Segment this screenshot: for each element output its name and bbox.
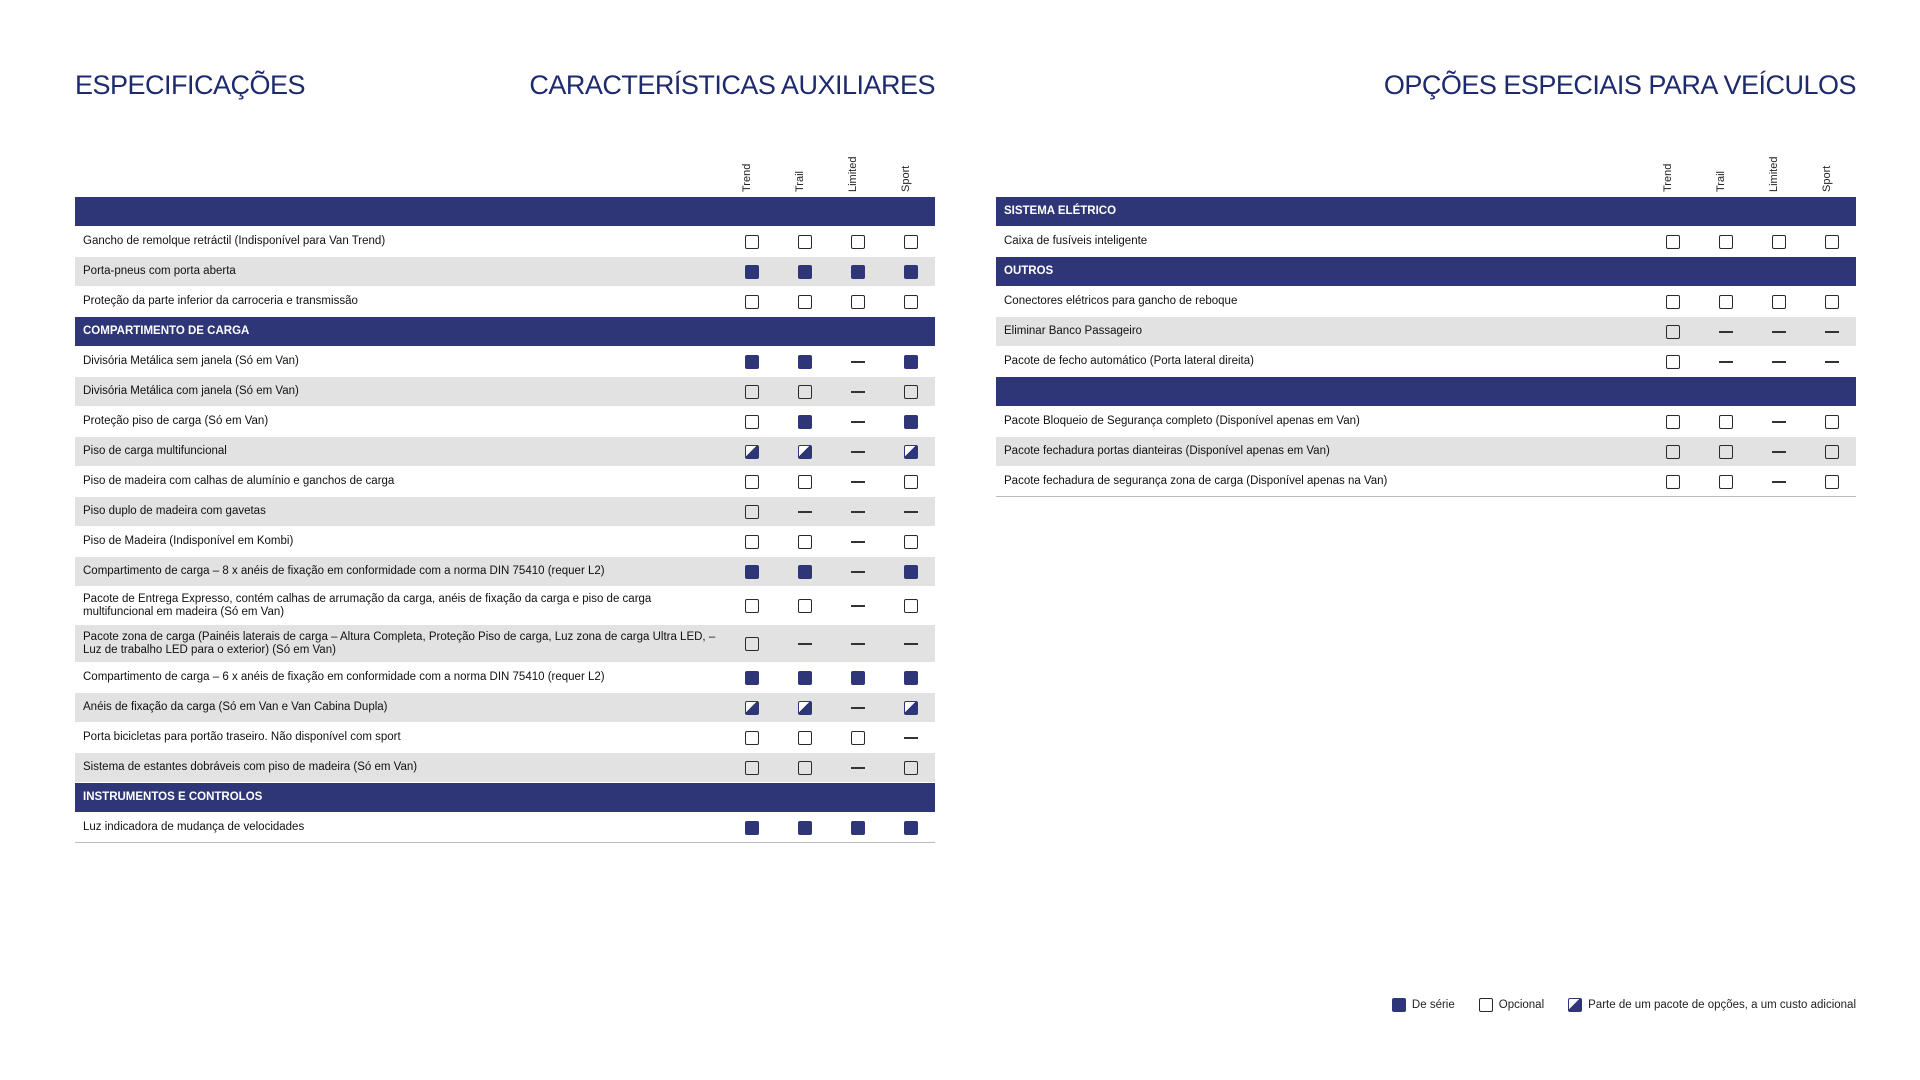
package-icon xyxy=(1568,998,1582,1012)
package-icon xyxy=(904,445,918,459)
optional-icon xyxy=(1666,415,1680,429)
row-label: Caixa de fusíveis inteligente xyxy=(1004,235,1148,247)
title-opcoes-especiais: OPÇÕES ESPECIAIS PARA VEÍCULOS xyxy=(1383,70,1856,100)
not-available-icon xyxy=(851,707,865,709)
row-label: Pacote de Entrega Expresso, contém calhas de arrumação da carga, anéis de fixação da carga e piso de carga multifuncional em madeira (Só em Van) xyxy=(83,592,652,618)
not-available-icon xyxy=(1719,331,1733,333)
standard-icon xyxy=(745,355,759,369)
optional-icon xyxy=(1825,445,1839,459)
optional-icon xyxy=(904,235,918,249)
col-trail: Trail xyxy=(1715,171,1727,192)
table-row xyxy=(75,813,935,843)
not-available-icon xyxy=(1825,331,1839,333)
optional-icon xyxy=(798,599,812,613)
table-row xyxy=(75,497,935,527)
row-label: Pacote de fecho automático (Porta lateral direita) xyxy=(1004,355,1254,367)
table-row xyxy=(75,287,935,317)
not-available-icon xyxy=(851,481,865,483)
row-label: Anéis de fixação da carga (Só em Van e Van Cabina Dupla) xyxy=(83,701,388,713)
right-spec-table xyxy=(996,132,1856,497)
table-row xyxy=(75,663,935,693)
standard-icon xyxy=(798,565,812,579)
row-label: Pacote Bloqueio de Segurança completo (Disponível apenas em Van) xyxy=(1004,415,1360,427)
table-row xyxy=(75,527,935,557)
optional-icon xyxy=(851,295,865,309)
table-row xyxy=(996,287,1856,317)
row-label: Compartimento de carga – 6 x anéis de fixação em conformidade com a norma DIN 75410 (requer L2) xyxy=(83,671,605,683)
right-column-headers xyxy=(996,132,1856,197)
title-caracteristicas-auxiliares: CARACTERÍSTICAS AUXILIARES xyxy=(529,70,935,100)
not-available-icon xyxy=(851,361,865,363)
not-available-icon xyxy=(1772,361,1786,363)
section-title: SISTEMA ELÉTRICO xyxy=(1004,205,1117,217)
table-row xyxy=(75,753,935,783)
col-sport: Sport xyxy=(1821,165,1833,192)
row-label: Gancho de remolque retráctil (Indisponível para Van Trend) xyxy=(83,235,386,247)
row-label: Porta bicicletas para portão traseiro. Não disponível com sport xyxy=(83,731,401,743)
not-available-icon xyxy=(1772,331,1786,333)
optional-icon xyxy=(1825,295,1839,309)
row-label: Piso de Madeira (Indisponível em Kombi) xyxy=(83,535,294,547)
table-row xyxy=(996,317,1856,347)
table-row xyxy=(75,693,935,723)
not-available-icon xyxy=(904,643,918,645)
optional-icon xyxy=(745,385,759,399)
optional-icon xyxy=(798,235,812,249)
row-label: Pacote fechadura de segurança zona de carga (Disponível apenas na Van) xyxy=(1004,475,1388,487)
standard-icon xyxy=(904,821,918,835)
optional-icon xyxy=(745,535,759,549)
optional-icon xyxy=(904,761,918,775)
row-label: Divisória Metálica com janela (Só em Van) xyxy=(83,385,299,397)
optional-icon xyxy=(1719,445,1733,459)
table-row xyxy=(75,407,935,437)
package-icon xyxy=(904,701,918,715)
package-icon xyxy=(745,701,759,715)
row-label: Sistema de estantes dobráveis com piso de madeira (Só em Van) xyxy=(83,761,418,773)
not-available-icon xyxy=(1825,361,1839,363)
legend-standard xyxy=(1392,998,1455,1012)
table-row xyxy=(75,557,935,587)
col-trend: Trend xyxy=(1662,163,1674,192)
col-limited: Limited xyxy=(1768,156,1780,192)
optional-icon xyxy=(1666,475,1680,489)
optional-icon xyxy=(745,505,759,519)
col-limited: Limited xyxy=(847,156,859,192)
optional-icon xyxy=(851,731,865,745)
optional-icon xyxy=(798,535,812,549)
not-available-icon xyxy=(1772,481,1786,483)
optional-icon xyxy=(1719,475,1733,489)
row-label: Conectores elétricos para gancho de reboque xyxy=(1004,295,1238,307)
legend-package xyxy=(1568,998,1856,1012)
table-row xyxy=(996,437,1856,467)
optional-icon xyxy=(1666,445,1680,459)
section-header xyxy=(75,317,935,347)
optional-icon xyxy=(1825,475,1839,489)
optional-icon xyxy=(798,761,812,775)
legend-package-label: Parte de um pacote de opções, a um custo adicional xyxy=(1588,999,1856,1011)
not-available-icon xyxy=(1719,361,1733,363)
row-label: Pacote fechadura portas dianteiras (Disponível apenas em Van) xyxy=(1004,445,1330,457)
optional-icon xyxy=(745,761,759,775)
standard-icon xyxy=(851,265,865,279)
table-row xyxy=(996,347,1856,377)
optional-icon xyxy=(745,415,759,429)
legend-optional-label: Opcional xyxy=(1498,999,1545,1011)
optional-icon xyxy=(851,235,865,249)
optional-icon xyxy=(1825,415,1839,429)
left-column-headers xyxy=(75,132,935,197)
section-header xyxy=(996,257,1856,287)
standard-icon xyxy=(745,671,759,685)
optional-icon xyxy=(904,599,918,613)
table-row xyxy=(75,257,935,287)
standard-icon xyxy=(904,355,918,369)
table-row xyxy=(75,377,935,407)
standard-icon xyxy=(745,821,759,835)
row-label: Pacote zona de carga (Painéis laterais de carga – Altura Completa, Proteção Piso de carga, Luz zona de carga Ultra LED, – Luz de trabalho LED para o exterior) (Só em Van) xyxy=(83,630,716,656)
row-label: Piso duplo de madeira com gavetas xyxy=(83,505,266,517)
not-available-icon xyxy=(904,737,918,739)
row-label: Porta-pneus com porta aberta xyxy=(83,265,236,277)
legend xyxy=(1376,998,1856,1012)
optional-icon xyxy=(1666,235,1680,249)
section-header xyxy=(75,783,935,813)
optional-icon xyxy=(1772,295,1786,309)
section-title: OUTROS xyxy=(1004,265,1054,277)
optional-icon xyxy=(745,295,759,309)
table-row xyxy=(996,407,1856,437)
optional-icon xyxy=(798,731,812,745)
standard-icon xyxy=(798,671,812,685)
not-available-icon xyxy=(851,511,865,513)
table-row xyxy=(75,347,935,377)
not-available-icon xyxy=(798,643,812,645)
title-especificacoes: ESPECIFICAÇÕES xyxy=(75,70,306,100)
optional-icon xyxy=(1666,295,1680,309)
optional-icon xyxy=(745,475,759,489)
not-available-icon xyxy=(1772,451,1786,453)
optional-icon xyxy=(904,295,918,309)
optional-icon xyxy=(1772,235,1786,249)
row-label: Proteção piso de carga (Só em Van) xyxy=(83,415,269,427)
optional-icon xyxy=(1666,325,1680,339)
optional-icon xyxy=(904,475,918,489)
col-trend: Trend xyxy=(741,163,753,192)
row-label: Divisória Metálica sem janela (Só em Van) xyxy=(83,355,299,367)
standard-icon xyxy=(745,565,759,579)
row-label: Compartimento de carga – 8 x anéis de fixação em conformidade com a norma DIN 75410 (requer L2) xyxy=(83,565,605,577)
package-icon xyxy=(798,445,812,459)
not-available-icon xyxy=(904,511,918,513)
standard-icon xyxy=(851,671,865,685)
package-icon xyxy=(745,445,759,459)
row-label: Piso de carga multifuncional xyxy=(83,445,227,457)
standard-icon xyxy=(745,265,759,279)
table-row xyxy=(996,467,1856,497)
standard-icon xyxy=(904,565,918,579)
standard-icon xyxy=(798,415,812,429)
optional-icon xyxy=(798,295,812,309)
row-label: Proteção da parte inferior da carroceria e transmissão xyxy=(83,295,358,307)
table-row xyxy=(75,625,935,663)
standard-icon xyxy=(904,265,918,279)
section-title: COMPARTIMENTO DE CARGA xyxy=(83,325,250,337)
section-header xyxy=(996,197,1856,227)
standard-icon xyxy=(1392,998,1406,1012)
optional-icon xyxy=(1479,998,1493,1012)
package-icon xyxy=(798,701,812,715)
standard-icon xyxy=(904,415,918,429)
standard-icon xyxy=(798,821,812,835)
row-label: Piso de madeira com calhas de alumínio e ganchos de carga xyxy=(83,475,395,487)
table-row xyxy=(75,437,935,467)
not-available-icon xyxy=(851,421,865,423)
optional-icon xyxy=(745,235,759,249)
row-label: Luz indicadora de mudança de velocidades xyxy=(83,821,305,833)
not-available-icon xyxy=(851,767,865,769)
table-row xyxy=(75,467,935,497)
optional-icon xyxy=(745,731,759,745)
optional-icon xyxy=(798,475,812,489)
optional-icon xyxy=(904,385,918,399)
table-row xyxy=(75,723,935,753)
table-row xyxy=(75,227,935,257)
optional-icon xyxy=(1666,355,1680,369)
legend-optional xyxy=(1479,998,1544,1012)
table-row xyxy=(996,227,1856,257)
table-row xyxy=(75,587,935,625)
optional-icon xyxy=(745,637,759,651)
row-label: Eliminar Banco Passageiro xyxy=(1004,325,1143,337)
optional-icon xyxy=(1825,235,1839,249)
optional-icon xyxy=(1719,295,1733,309)
not-available-icon xyxy=(851,643,865,645)
col-trail: Trail xyxy=(794,171,806,192)
standard-icon xyxy=(798,265,812,279)
not-available-icon xyxy=(851,391,865,393)
optional-icon xyxy=(798,385,812,399)
optional-icon xyxy=(745,599,759,613)
section-title: INSTRUMENTOS E CONTROLOS xyxy=(83,791,263,803)
not-available-icon xyxy=(851,541,865,543)
not-available-icon xyxy=(851,605,865,607)
standard-icon xyxy=(851,821,865,835)
not-available-icon xyxy=(851,451,865,453)
optional-icon xyxy=(904,535,918,549)
standard-icon xyxy=(798,355,812,369)
not-available-icon xyxy=(1772,421,1786,423)
not-available-icon xyxy=(851,571,865,573)
left-spec-table xyxy=(75,132,935,843)
standard-icon xyxy=(904,671,918,685)
optional-icon xyxy=(1719,235,1733,249)
not-available-icon xyxy=(798,511,812,513)
section-header xyxy=(996,377,1856,407)
legend-standard-label: De série xyxy=(1411,999,1455,1011)
section-header xyxy=(75,197,935,227)
optional-icon xyxy=(1719,415,1733,429)
col-sport: Sport xyxy=(900,165,912,192)
